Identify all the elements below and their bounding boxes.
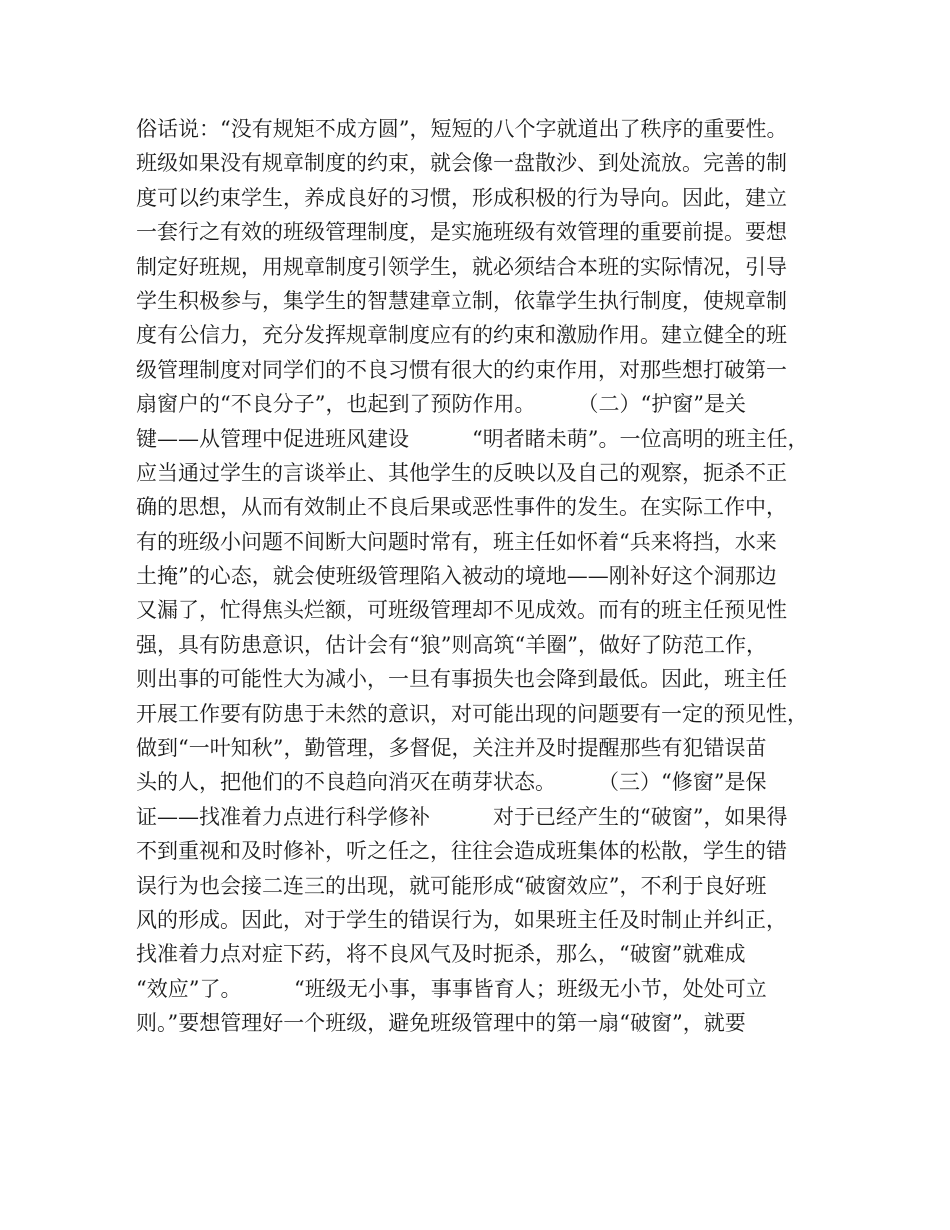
text-line: 又漏了，忙得焦头烂额，可班级管理却不见成效。而有的班主任预见性 [136, 598, 787, 623]
text-line: 做到“一叶知秋”，勤管理，多督促，关注并及时提醒那些有犯错误苗 [136, 736, 767, 761]
text-line: 度可以约束学生，养成良好的习惯，形成积极的行为导向。因此，建立 [136, 185, 787, 210]
text-line: 扇窗户的“不良分子”，也起到了预防作用。 （二）“护窗”是关 [136, 392, 746, 417]
text-line: 键——从管理中促进班风建设 “明者睹未萌”。一位高明的班主任， [136, 426, 809, 451]
text-line: 有的班级小问题不间断大问题时常有，班主任如怀着“兵来将挡，水来 [136, 529, 777, 554]
text-line: 风的形成。因此，对于学生的错误行为，如果班主任及时制止并纠正， [136, 907, 787, 932]
text-line: 俗话说：“没有规矩不成方圆”，短短的八个字就道出了秩序的重要性。 [136, 117, 788, 141]
text-line: “效应”了。 “班级无小事，事事皆育人；班级无小节，处处可立 [136, 976, 767, 1001]
text-line: 找准着力点对症下药，将不良风气及时扼杀，那么，“破窗”就难成 [136, 942, 746, 967]
text-line: 制定好班规，用规章制度引领学生，就必须结合本班的实际情况，引导 [136, 254, 787, 279]
text-line: 证——找准着力点进行科学修补 对于已经产生的“破窗”，如果得 [136, 804, 788, 829]
text-line: 不到重视和及时修补，听之任之，往往会造成班集体的松散，学生的错 [136, 839, 787, 864]
text-line: 班级如果没有规章制度的约束，就会像一盘散沙、到处流放。完善的制 [136, 151, 787, 176]
text-line: 则。”要想管理好一个班级，避免班级管理中的第一扇“破窗”，就要 [136, 1011, 746, 1036]
text-line: 学生积极参与，集学生的智慧建章立制，依靠学生执行制度，使规章制 [136, 288, 787, 313]
text-line: 应当通过学生的言谈举止、其他学生的反映以及自己的观察，扼杀不正 [136, 460, 787, 485]
text-line: 则出事的可能性大为减小，一旦有事损失也会降到最低。因此，班主任 [136, 667, 787, 692]
text-line: 一套行之有效的班级管理制度，是实施班级有效管理的重要前提。要想 [136, 220, 787, 245]
text-line: 头的人，把他们的不良趋向消灭在萌芽状态。 （三）“修窗”是保 [136, 770, 767, 795]
text-line: 强，具有防患意识，估计会有“狼”则高筑“羊圈”，做好了防范工作， [136, 632, 767, 657]
text-line: 确的思想，从而有效制止不良后果或恶性事件的发生。在实际工作中， [136, 495, 787, 520]
text-line: 误行为也会接二连三的出现，就可能形成“破窗效应”，不利于良好班 [136, 873, 767, 898]
body-text [136, 112, 836, 1041]
text-line: 度有公信力，充分发挥规章制度应有的约束和激励作用。建立健全的班 [136, 323, 787, 348]
text-line: 土掩”的心态，就会使班级管理陷入被动的境地——刚补好这个洞那边 [136, 564, 777, 589]
text-line: 开展工作要有防患于未然的意识，对可能出现的问题要有一定的预见性， [136, 701, 808, 726]
text-line: 级管理制度对同学们的不良习惯有很大的约束作用，对那些想打破第一 [136, 357, 787, 382]
